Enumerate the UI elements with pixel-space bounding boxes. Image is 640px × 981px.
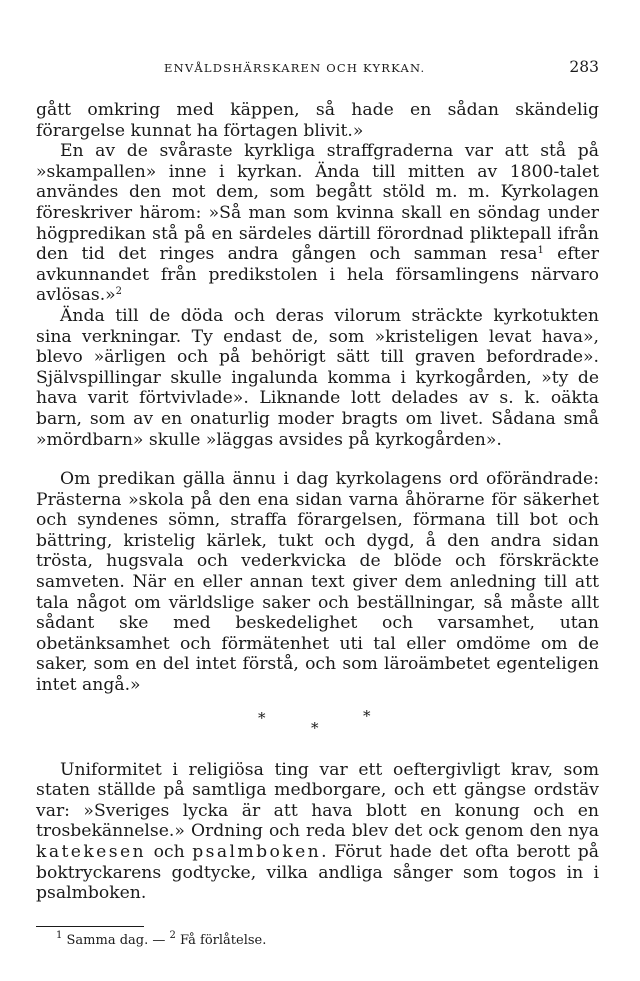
paragraph-text: . Förut hade det ofta berott på boktryckarens godtycke, vilka andliga sånger som togos in i psalmboken. [36, 842, 599, 904]
page-number: 283 [569, 58, 599, 76]
footnotes [56, 929, 599, 949]
paragraph-skampallen [36, 141, 599, 306]
asterisk: * [311, 718, 319, 737]
asterisk: * [258, 708, 266, 727]
paragraph-text: efter avkunnandet från predikstolen i hela församlingens närvaro avlösas.» [36, 244, 599, 306]
running-title: ENVÅLDSHÄRSKAREN OCH KYRKAN. [164, 61, 426, 75]
paragraph-gap [36, 450, 599, 469]
section-separator [36, 702, 599, 740]
paragraph-uniformitet [36, 760, 599, 904]
footnote-marker-1: 1 [56, 929, 63, 941]
footnote-ref-2: 2 [115, 286, 123, 298]
footnote-text: Få förlåtelse. [175, 932, 267, 948]
footnote-text: Samma dag. — [62, 932, 170, 948]
paragraph-kyrkotukten: Ända till de döda och deras vilorum sträckte kyrkotukten sina verkningar. Ty endast de, som »kristeligen levat hava», blevo »ärligen och på behörigt sätt till graven befordrade». Självspillingar skulle ingalunda komma i kyrkogården, »ty de hava varit förtvivlade». Liknande lott delades av s. k. oäkta barn, som av en onaturlig moder bragts om livet. Sådana små »mördbarn» skulle »läggas avsides på kyrkogården». [36, 305, 599, 450]
paragraph-text: och [146, 842, 193, 862]
book-page [36, 58, 599, 949]
footnote-marker-2: 2 [169, 929, 176, 941]
asterisk: * [363, 706, 371, 725]
body-text [36, 100, 599, 904]
running-head [36, 58, 599, 84]
paragraph-continued: gått omkring med käppen, så hade en sådan skändelig förargelse kunnat ha förtagen blivit.» [36, 100, 599, 141]
paragraph-predikan: Om predikan gälla ännu i dag kyrkolagens ord oförändrade: Prästerna »skola på den ena sidan varna åhörarne för säkerhet och syndenes sömn, straffa förargelsen, förmana till bot och bättring, kristelig kärlek, tukt och dygd, å den andra sidan trösta, hugsvala och vederkvicka de blöde och förskräckte samveten. När en eller annan text giver dem anledning till att tala något om världslige saker och beställningar, så måste allt sådant ske med beskedelighet och varsamhet, utan obetänksamhet och förmätenhet uti tal eller omdöme om de saker, som en del intet förstå, och som läroämbetet egenteligen intet angå.» [36, 469, 599, 696]
paragraph-text: Uniformitet i religiösa ting var ett oeftergivligt krav, som staten ställde på samtliga medborgare, och ett gängse ordstäv var: »Sveriges lycka är att hava blott en konung och en trosbekännelse.» Ordning och reda blev det ock genom den nya [36, 759, 599, 842]
spaced-word: psalmboken [192, 842, 322, 862]
footnote-rule [36, 926, 144, 927]
footnote-ref-1: 1 [537, 245, 544, 257]
paragraph-text: En av de svåraste kyrkliga straffgraderna var att stå på »skampallen» inne i kyrkan. Ända till mitten av 1800-talet användes den mot dem, som begått stöld m. m. Kyrkolagen föreskriver härom: »Så man som kvinna skall en söndag under högpredikan stå på en särdeles därtill förordnad pliktepall ifrån den tid det ringes andra gången och samman resa [36, 141, 599, 265]
spaced-word: katekesen [36, 842, 146, 862]
